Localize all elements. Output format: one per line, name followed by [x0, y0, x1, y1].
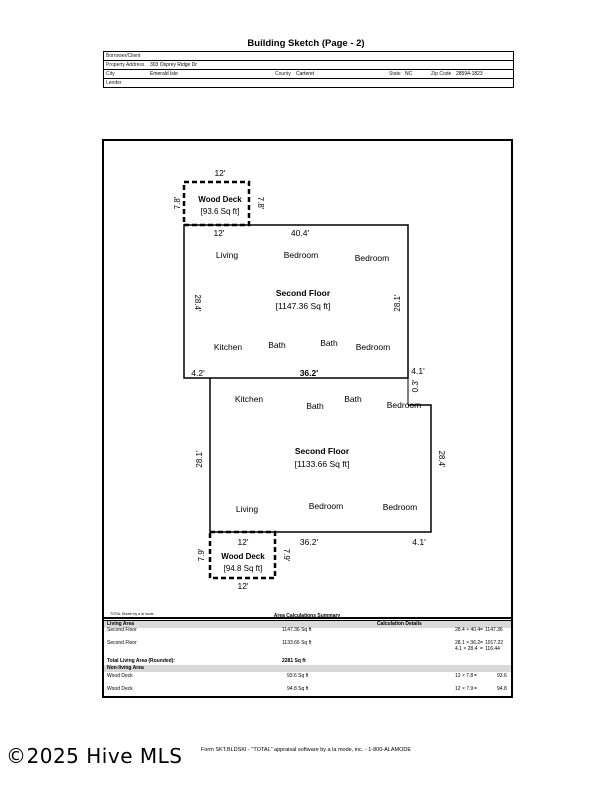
deck1-area: [93.6 Sq ft] — [200, 207, 240, 216]
deck2-area: [94.8 Sq ft] — [223, 564, 263, 573]
city-row — [104, 70, 513, 79]
area-calculations-table — [102, 615, 513, 698]
floor1-bottom-right-dim: 4.1' — [411, 366, 425, 376]
table-row — [104, 627, 511, 634]
row-value: 1147.36 — [485, 627, 503, 633]
floor1-notch-dim: 0.3' — [411, 379, 420, 393]
sketch-credit: TOTAL Sketch by a la mode — [110, 612, 154, 616]
page-title: Building Sketch (Page - 2) — [247, 38, 365, 49]
row-value: 94.8 — [497, 686, 507, 692]
zip-value: 28594-1823 — [456, 71, 483, 77]
row-value: 93.6 — [497, 673, 507, 679]
row-value: 116.44 — [485, 646, 500, 652]
address-row — [104, 61, 513, 70]
floor1-title: Second Floor — [275, 288, 331, 298]
row-calc: 28.4 × 40.4 — [455, 627, 481, 633]
lender-label: Lender — [106, 80, 122, 86]
row-equals: = — [480, 627, 483, 633]
county-value: Carteret — [296, 71, 315, 77]
row-equals: = — [480, 640, 483, 646]
table-row — [104, 646, 511, 653]
floor2-room-bath-1: Bath — [306, 401, 324, 411]
calc-details-label: Calculation Details — [377, 621, 422, 627]
row-equals: = — [474, 686, 477, 692]
row-name: Wood Deck — [107, 673, 133, 679]
form-footer: Form SKT.BLDSKI - "TOTAL" appraisal software by a la mode, inc. - 1-800-ALAMODE — [200, 747, 412, 753]
floor1-room-bath-1: Bath — [268, 340, 286, 350]
deck2-title: Wood Deck — [221, 552, 265, 561]
row-equals: = — [474, 673, 477, 679]
total-living-row — [104, 658, 511, 665]
floor1-room-living: Living — [215, 250, 239, 260]
hive-mls-watermark: ©2025 Hive MLS — [6, 744, 183, 768]
floor-plan-drawing — [104, 141, 511, 617]
floor1-right-dim: 28.1' — [393, 294, 402, 312]
state-value: NC — [405, 71, 413, 77]
floor2-right-dim: 28.4' — [437, 450, 446, 468]
row-area: 1133.66 Sq ft — [282, 640, 312, 646]
row-name: Wood Deck — [107, 686, 133, 692]
state-label: State — [389, 71, 401, 77]
deck2-top-dim: 12' — [237, 537, 249, 547]
row-equals: = — [480, 646, 483, 652]
table-row — [104, 673, 511, 680]
row-calc: 28.1 × 36.2 — [455, 640, 481, 646]
floor1-bottom-left-dim: 4.2' — [191, 368, 205, 378]
property-header — [103, 51, 514, 88]
floor2-room-bedroom-2: Bedroom — [308, 501, 344, 511]
row-area: 1147.36 Sq ft — [282, 627, 312, 633]
floor2-room-kitchen: Kitchen — [234, 394, 264, 404]
floor1-room-kitchen: Kitchen — [213, 342, 243, 352]
floor1-room-bedroom-1: Bedroom — [283, 250, 319, 260]
row-calc: 12 × 7.9 — [455, 686, 474, 692]
row-value: 1017.22 — [485, 640, 504, 646]
address-value: 303 Osprey Ridge Dr — [150, 62, 197, 68]
floor2-room-bedroom-3: Bedroom — [382, 502, 418, 512]
floor1-area: [1147.36 Sq ft] — [275, 301, 331, 311]
floor2-room-bedroom-1: Bedroom — [386, 400, 422, 410]
floor2-left-dim: 28.1' — [195, 450, 204, 468]
row-area: 93.6 Sq ft — [287, 673, 309, 679]
area-summary-title: Area Calculations Summary — [273, 613, 341, 617]
non-living-header — [104, 665, 511, 672]
zip-label: Zip Code — [431, 71, 452, 77]
county-label: County — [275, 71, 291, 77]
row-area: 94.8 Sq ft — [287, 686, 309, 692]
floor2-area: [1133.66 Sq ft] — [294, 459, 350, 469]
floor2-bottom-right-dim: 4.1' — [412, 537, 426, 547]
living-area-label: Living Area — [107, 621, 135, 627]
deck1-bottom-dim: 12' — [213, 228, 225, 238]
deck1-right-dim: 7.8' — [256, 196, 265, 210]
borrower-label: Borrower/Client — [106, 53, 141, 59]
floor2-bottom-dim: 36.2' — [299, 537, 319, 547]
floor2-room-bath-2: Bath — [344, 394, 362, 404]
total-value: 2281 Sq ft — [282, 658, 306, 664]
deck1-top-dim: 12' — [214, 168, 226, 178]
lender-row — [104, 79, 513, 87]
floor1-room-bedroom-2: Bedroom — [354, 253, 390, 263]
floor1-room-bath-2: Bath — [320, 338, 338, 348]
non-living-label: Non-living Area — [107, 665, 144, 671]
floor1-room-bedroom-3: Bedroom — [355, 342, 391, 352]
sketch-area — [102, 139, 513, 619]
city-value: Emerald Isle — [150, 71, 178, 77]
row-name: Second Floor — [107, 640, 137, 646]
deck1-left-dim: 7.8' — [173, 196, 182, 210]
total-label: Total Living Area (Rounded): — [107, 658, 176, 664]
floor2-title: Second Floor — [294, 446, 350, 456]
floor1-top-dim: 40.4' — [290, 228, 310, 238]
floor1-bottom-dim: 36.2' — [299, 368, 319, 378]
row-calc: 4.1 × 28.4 — [455, 646, 478, 652]
row-name: Second Floor — [107, 627, 137, 633]
address-label: Property Address — [106, 62, 145, 68]
city-label: City — [106, 71, 115, 77]
deck1-title: Wood Deck — [198, 195, 242, 204]
table-row — [104, 686, 511, 693]
floor2-room-living: Living — [235, 504, 259, 514]
deck2-right-dim: 7.9' — [282, 548, 291, 562]
borrower-row — [104, 52, 513, 61]
deck2-bottom-dim: 12' — [237, 581, 249, 591]
floor1-left-dim: 28.4' — [193, 294, 202, 312]
row-calc: 12 × 7.8 — [455, 673, 474, 679]
deck2-left-dim: 7.9' — [197, 548, 206, 562]
